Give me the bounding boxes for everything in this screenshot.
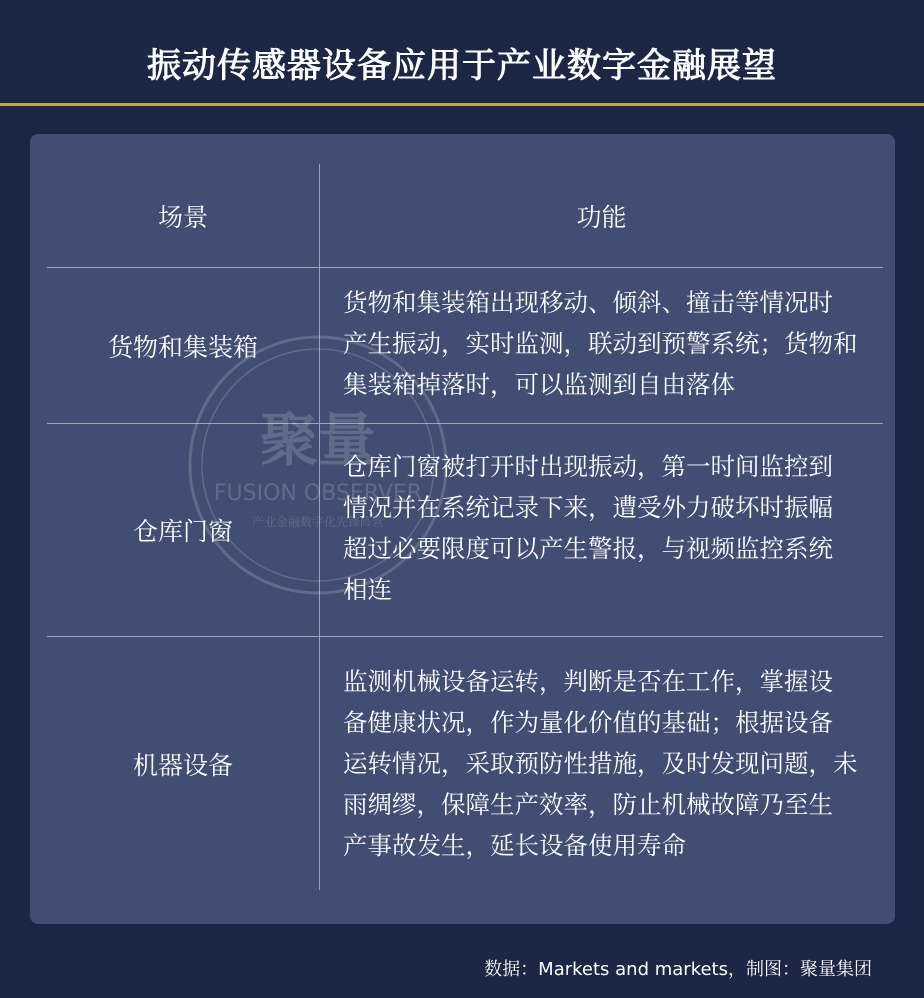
table-row-scene: 仓库门窗 bbox=[132, 517, 233, 546]
function-line: 情况并在系统记录下来，遭受外力破坏时振幅 bbox=[343, 493, 833, 522]
table-row-scene: 货物和集装箱 bbox=[107, 332, 258, 362]
header-scene: 场景 bbox=[157, 202, 208, 232]
header-function: 功能 bbox=[576, 202, 627, 232]
function-line: 备健康状况，作为量化价值的基础；根据设备 bbox=[343, 708, 833, 737]
table-row-scene: 机器设备 bbox=[132, 750, 233, 780]
function-line: 监测机械设备运转，判断是否在工作，掌握设 bbox=[343, 667, 833, 696]
page-title: 振动传感器设备应用于产业数字金融展望 bbox=[147, 46, 777, 86]
table-row-function bbox=[343, 282, 883, 405]
table-row-function bbox=[343, 446, 883, 610]
title-underline bbox=[0, 103, 924, 106]
function-line: 运转情况，采取预防性措施，及时发现问题，未 bbox=[343, 749, 858, 778]
function-line: 货物和集装箱出现移动、倾斜、撞击等情况时 bbox=[343, 288, 833, 317]
column-divider bbox=[319, 164, 320, 890]
function-line: 产事故发生，延长设备使用寿命 bbox=[343, 831, 686, 860]
function-line: 产生振动，实时监测，联动到预警系统；货物和 bbox=[343, 329, 858, 358]
function-line: 雨绸缪，保障生产效率，防止机械故障乃至生 bbox=[343, 790, 833, 819]
function-line: 集装箱掉落时，可以监测到自由落体 bbox=[343, 370, 735, 399]
function-line: 仓库门窗被打开时出现振动，第一时间监控到 bbox=[343, 452, 833, 481]
function-line: 相连 bbox=[343, 575, 392, 604]
source-footer: 数据：Markets and markets，制图：聚量集团 bbox=[484, 959, 872, 980]
table-panel bbox=[30, 134, 895, 924]
function-line: 超过必要限度可以产生警报，与视频监控系统 bbox=[343, 534, 833, 563]
table-row-function bbox=[343, 661, 883, 866]
